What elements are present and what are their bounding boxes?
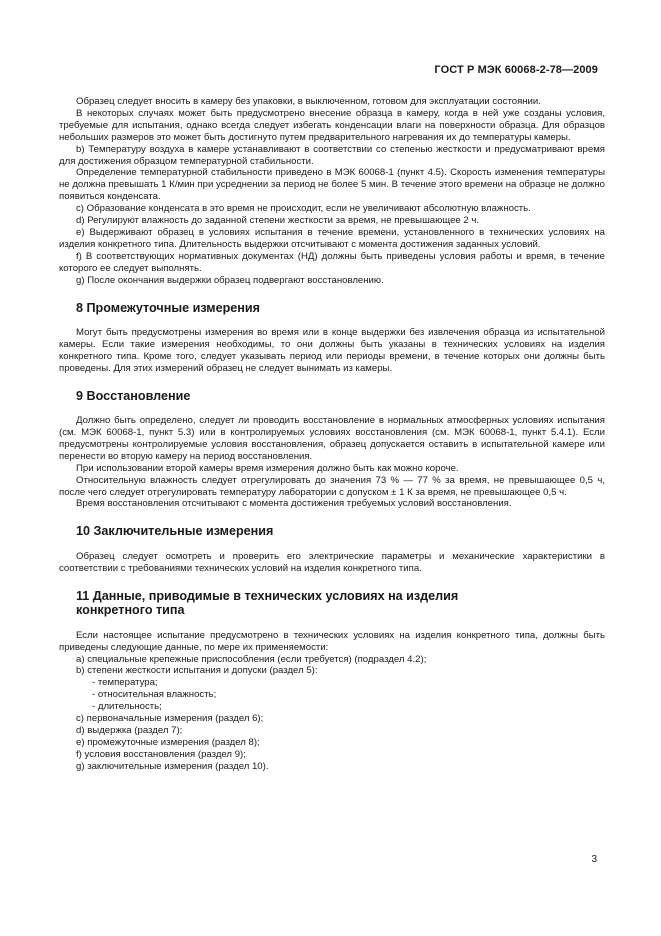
document-body — [59, 96, 605, 773]
intro-paragraph: b) Температуру воздуха в камере устанавливают в соответствии со степенью жесткости и предусматривают время для достижения образцом температурной стабильности. — [59, 143, 605, 167]
intro-paragraph: e) Выдерживают образец в условиях испытания в течение времени, установленного в технических условиях на изделия конкретного типа. Длительность выдержки отсчитывают с момента достижения заданных условий. — [59, 226, 605, 250]
list-subitem: - температура; — [92, 677, 158, 689]
intro-paragraph: c) Образование конденсата в это время не происходит, если не увеличивают абсолютную влажность. — [76, 203, 531, 215]
section-9-paragraph: Должно быть определено, следует ли проводить восстановление в нормальных атмосферных условиях испытания (см. МЭК 60068-1, пункт 5.3) или в контролируемых условиях восстановления (см. МЭК 60068-1, пункт 5.4.1). Если предусмотрены контролируемые условия восстановления, образец допускается оставить в испытательной камере или перенести во вторую камеру на период восстановления. — [59, 415, 605, 462]
intro-paragraph: f) В соответствующих нормативных документах (НД) должны быть приведены условия работы и время, в течение которого ее следует выполнять. — [59, 250, 605, 274]
section-10-paragraph: Образец следует осмотреть и проверить его электрические параметры и механические характеристики в соответствии с требованиями технических условий на изделия конкретного типа. — [59, 550, 605, 574]
list-item: c) первоначальные измерения (раздел 6); — [76, 713, 264, 725]
section-9-paragraph: При использовании второй камеры время измерения должно быть как можно короче. — [76, 462, 459, 474]
list-subitem: - относительная влажность; — [92, 689, 217, 701]
section-11-heading-line2: конкретного типа — [76, 603, 185, 618]
section-9-heading: 9 Восстановление — [76, 388, 191, 403]
intro-paragraph: g) После окончания выдержки образец подвергают восстановлению. — [76, 274, 384, 286]
page-number: 3 — [591, 854, 597, 865]
intro-paragraph: Образец следует вносить в камеру без упаковки, в выключенном, готовом для эксплуатации состоянии. — [76, 96, 541, 107]
document-header: ГОСТ Р МЭК 60068-2-78—2009 — [434, 64, 598, 76]
list-item: a) специальные крепежные приспособления (если требуется) (подраздел 4.2); — [76, 653, 427, 665]
section-8-heading: 8 Промежуточные измерения — [76, 300, 260, 315]
section-11-heading — [59, 589, 605, 618]
list-subitem: - длительность; — [92, 701, 162, 713]
section-11-intro: Если настоящее испытание предусмотрено в технических условиях на изделия конкретного типа, должны быть приведены следующие данные, по мере их применяемости: — [59, 629, 605, 653]
list-item: f) условия восстановления (раздел 9); — [76, 748, 246, 760]
list-item: g) заключительные измерения (раздел 10). — [76, 760, 269, 772]
section-9-paragraph: Относительную влажность следует отрегулировать до значения 73 % — 77 % за время, не превышающее 0,5 ч, после чего следует отрегулировать температуру лаборатории с допуском ± 1 К за время, не превышающее 0,5 ч. — [59, 474, 605, 498]
section-11-heading-line1: 11 Данные, приводимые в технических условиях на изделия — [76, 588, 459, 603]
list-item: e) промежуточные измерения (раздел 8); — [76, 736, 260, 748]
list-item: d) выдержка (раздел 7); — [76, 724, 183, 736]
intro-paragraph: d) Регулируют влажность до заданной степени жесткости за время, не превышающее 2 ч. — [76, 215, 480, 227]
section-8-paragraph: Могут быть предусмотрены измерения во время или в конце выдержки без извлечения образца из испытательной камеры. Если такие измерения необходимы, то они должны быть указаны в технических условиях на изделия конкретного типа. Кроме того, следует указывать период или периоды времени, в течение которых они должны быть проведены. Для этих измерений образец не следует вынимать из камеры. — [59, 327, 605, 374]
section-11-list — [59, 654, 605, 773]
list-item: b) степени жесткости испытания и допуски (раздел 5): — [76, 665, 318, 677]
section-9-paragraph: Время восстановления отсчитывают с момента достижения требуемых условий восстановления. — [76, 498, 512, 510]
intro-paragraph: Определение температурной стабильности приведено в МЭК 60068-1 (пункт 4.5). Скорость изменения температуры не должна превышать 1 К/мин при усреднении за период не более 5 мин. В течение этого времени на образце не должно появиться конденсата. — [59, 167, 605, 203]
intro-paragraph: В некоторых случаях может быть предусмотрено внесение образца в камеру, когда в ней уже созданы условия, требуемые для испытания, однако всегда следует избегать конденсации влаги на поверхности образца. Для образцов небольших размеров это может быть достигнуто путем предварительного нагревания их до температуры камеры. — [59, 107, 605, 143]
section-10-heading: 10 Заключительные измерения — [76, 524, 274, 539]
